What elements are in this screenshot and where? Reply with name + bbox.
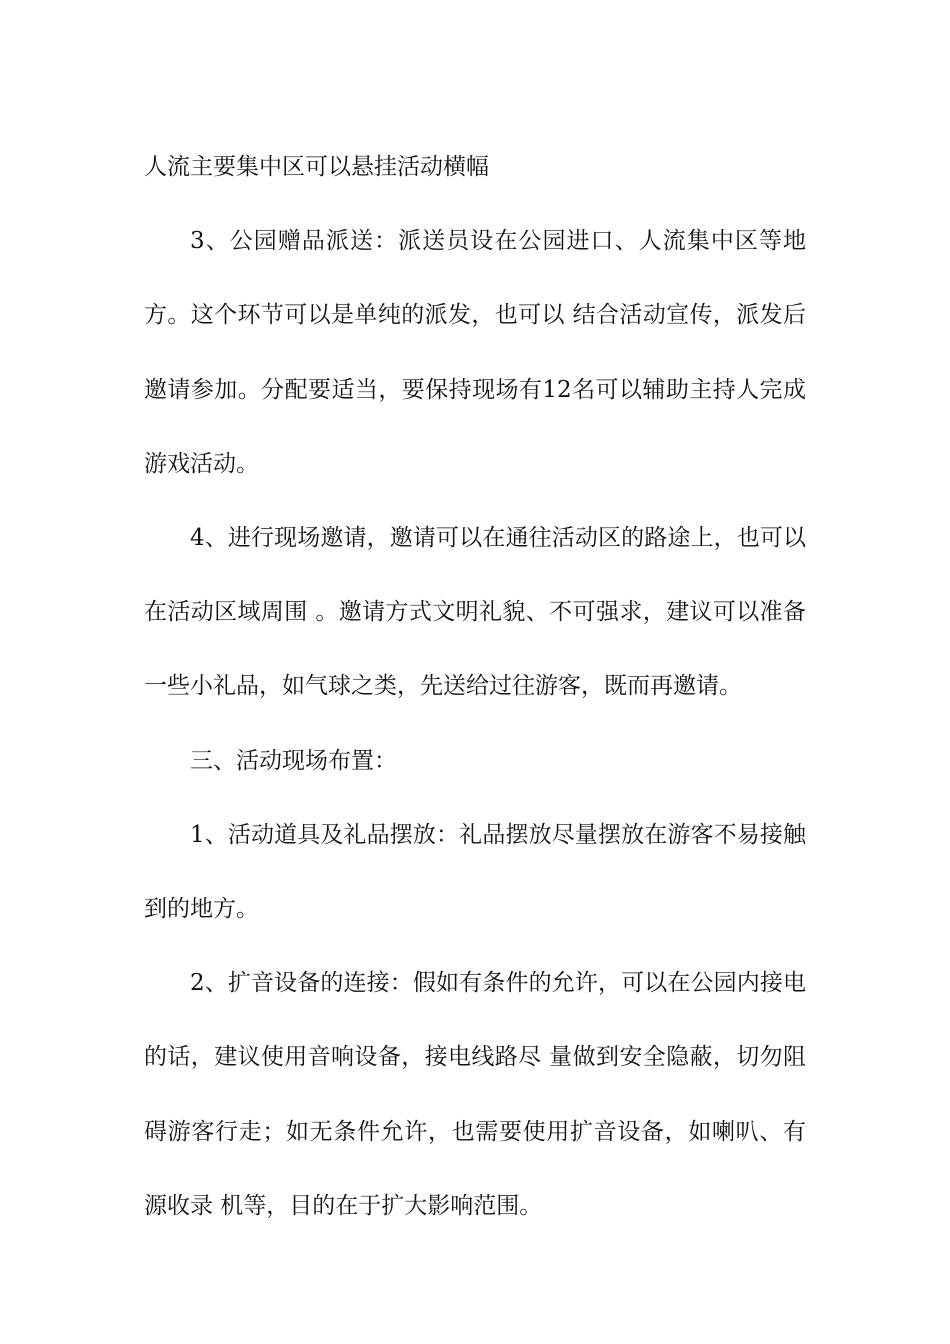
paragraph-gift-distribution: 3、公园赠品派送：派送员设在公园进口、人流集中区等地方。这个环节可以是单纯的派发，也可以 结合活动宣传，派发后邀请参加。分配要适当，要保持现场有12名可以辅助主持人完成游戏活动。	[144, 228, 806, 477]
section-heading-venue-setup: 三、活动现场布置：	[190, 747, 397, 774]
paragraph-banner: 人流主要集中区可以悬挂活动横幅	[144, 154, 489, 180]
paragraph-props-placement: 1、活动道具及礼品摆放：礼品摆放尽量摆放在游客不易接触到的地方。	[144, 821, 806, 923]
paragraph-onsite-invitation: 4、进行现场邀请，邀请可以在通往活动区的路途上，也可以在活动区域周围 。邀请方式文明礼貌、不可强求，建议可以准备一些小礼品，如气球之类，先送给过往游客，既而再邀请。	[144, 525, 806, 700]
document-body	[144, 130, 806, 1243]
paragraph-audio-equipment: 2、扩音设备的连接：假如有条件的允许，可以在公园内接电的话，建议使用音响设备，接电线路尽 量做到安全隐蔽，切勿阻碍游客行走；如无条件允许，也需要使用扩音设备，如喇叭、有源收录 机等，目的在于扩大影响范围。	[144, 970, 806, 1219]
